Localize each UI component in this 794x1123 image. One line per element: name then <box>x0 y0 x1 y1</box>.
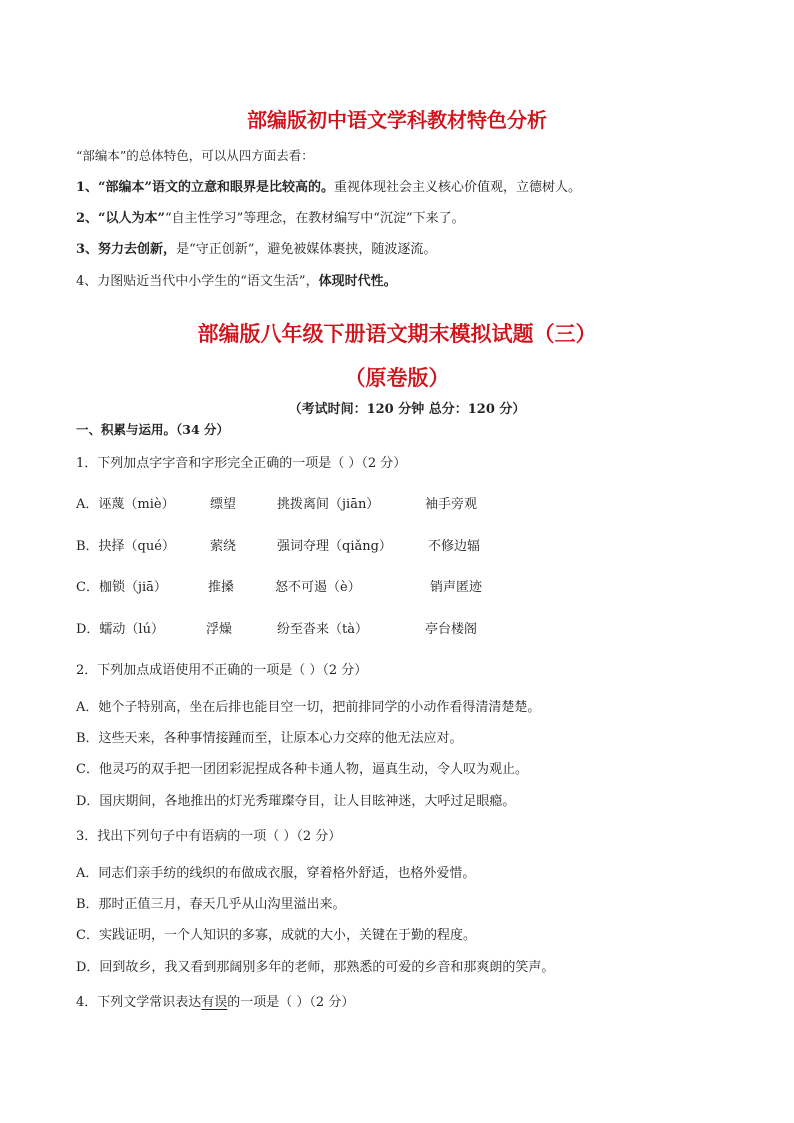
option-word: 萦绕 <box>210 539 237 554</box>
intro-item-rest: “自主性学习”等理念，在教材编写中“沉淀”下来了。 <box>165 211 465 226</box>
option-label: D．蠕动（lú） <box>76 622 164 637</box>
option-word: 亭台楼阁 <box>425 622 478 637</box>
option-word: 怒不可遏（è） <box>275 580 361 595</box>
option-word: 销声匿迹 <box>430 580 483 595</box>
option-word: 浮燥 <box>206 622 233 637</box>
stem-text: 的一项是（ ）（2 分） <box>227 995 355 1010</box>
option-word: 强词夺理（qiǎng） <box>277 539 392 554</box>
exam-info: （考试时间：120 分钟 总分：120 分） <box>288 402 526 417</box>
question-2-option-d: D．国庆期间，各地推出的灯光秀璀璨夺目，让人目眩神迷，大呼过足眼瘾。 <box>76 794 516 809</box>
intro-item-num: 1、 <box>76 180 99 195</box>
exam-title: 部编版八年级下册语文期末模拟试题（三） <box>197 322 597 346</box>
option-word: 袖手旁观 <box>425 497 478 512</box>
intro-item-bold: 努力去创新， <box>98 242 177 257</box>
question-1-stem: 1．下列加点字字音和字形完全正确的一项是（ ）（2 分） <box>76 456 407 471</box>
intro-item-bold: “以人为本” <box>98 211 166 226</box>
intro-item-bold: “部编本”语文的立意和眼界是比较高的。 <box>98 180 335 195</box>
question-2-option-b: B．这些天来，各种事情接踵而至，让原本心力交瘁的他无法应对。 <box>76 731 463 746</box>
question-3-option-c: C．实践证明，一个人知识的多寡，成就的大小，关键在于勤的程度。 <box>76 928 476 943</box>
stem-text: 4．下列文学常识表达 <box>76 995 202 1010</box>
section-heading: 一、积累与运用。（34 分） <box>76 422 229 437</box>
intro-item-4 <box>76 270 397 289</box>
option-word: 纷至沓来（tà） <box>277 622 368 637</box>
intro-item-bold: 体现时代性。 <box>318 274 397 289</box>
intro-item-num: 4、 <box>76 274 98 289</box>
question-2-option-a: A．她个子特别高，坐在后排也能目空一切，把前排同学的小动作看得清清楚楚。 <box>76 700 541 715</box>
question-3-option-d: D．回到故乡，我又看到那阔别多年的老师，那熟悉的可爱的乡音和那爽朗的笑声。 <box>76 960 555 975</box>
option-word: 推搡 <box>208 580 235 595</box>
intro-item-num: 2、 <box>76 211 99 226</box>
intro-item-1 <box>76 176 581 195</box>
exam-subtitle: （原卷版） <box>344 366 450 390</box>
option-word: 挑拨离间（jiān） <box>277 497 380 512</box>
question-2-option-c: C．他灵巧的双手把一团团彩泥捏成各种卡通人物，逼真生动，令人叹为观止。 <box>76 762 528 777</box>
question-3-option-a: A．同志们亲手纺的线织的布做成衣服，穿着格外舒适，也格外爱惜。 <box>76 866 476 881</box>
intro-item-num: 3、 <box>76 242 99 257</box>
intro-item-2 <box>76 207 465 226</box>
intro-item-rest: 重视体现社会主义核心价值观，立德树人。 <box>334 180 582 195</box>
stem-emphasis: 有误 <box>201 995 228 1010</box>
header-title: 部编版初中语文学科教材特色分析 <box>247 108 547 132</box>
intro-item-3 <box>76 238 436 257</box>
question-3-option-b: B．那时正值三月，春天几乎从山沟里溢出来。 <box>76 897 346 912</box>
option-word: 缥望 <box>210 497 237 512</box>
question-3-stem: 3．找出下列句子中有语病的一项（ ）（2 分） <box>76 829 342 844</box>
option-label: B．抉择（qué） <box>76 539 175 554</box>
option-label: A．诬蔑（miè） <box>76 497 175 512</box>
question-2-stem: 2．下列加点成语使用不正确的一项是（ ）（2 分） <box>76 663 368 678</box>
option-label: C．枷锁（jiā） <box>76 580 167 595</box>
option-word: 不修边辐 <box>428 539 481 554</box>
intro-item-plain: 力图贴近当代中小学生的“语文生活”， <box>97 274 319 289</box>
question-4-stem <box>76 991 354 1010</box>
intro-lead: “部编本”的总体特色，可以从四方面去看： <box>76 148 314 163</box>
intro-item-rest: 是“守正创新”，避免被媒体裹挟，随波逐流。 <box>176 242 437 257</box>
